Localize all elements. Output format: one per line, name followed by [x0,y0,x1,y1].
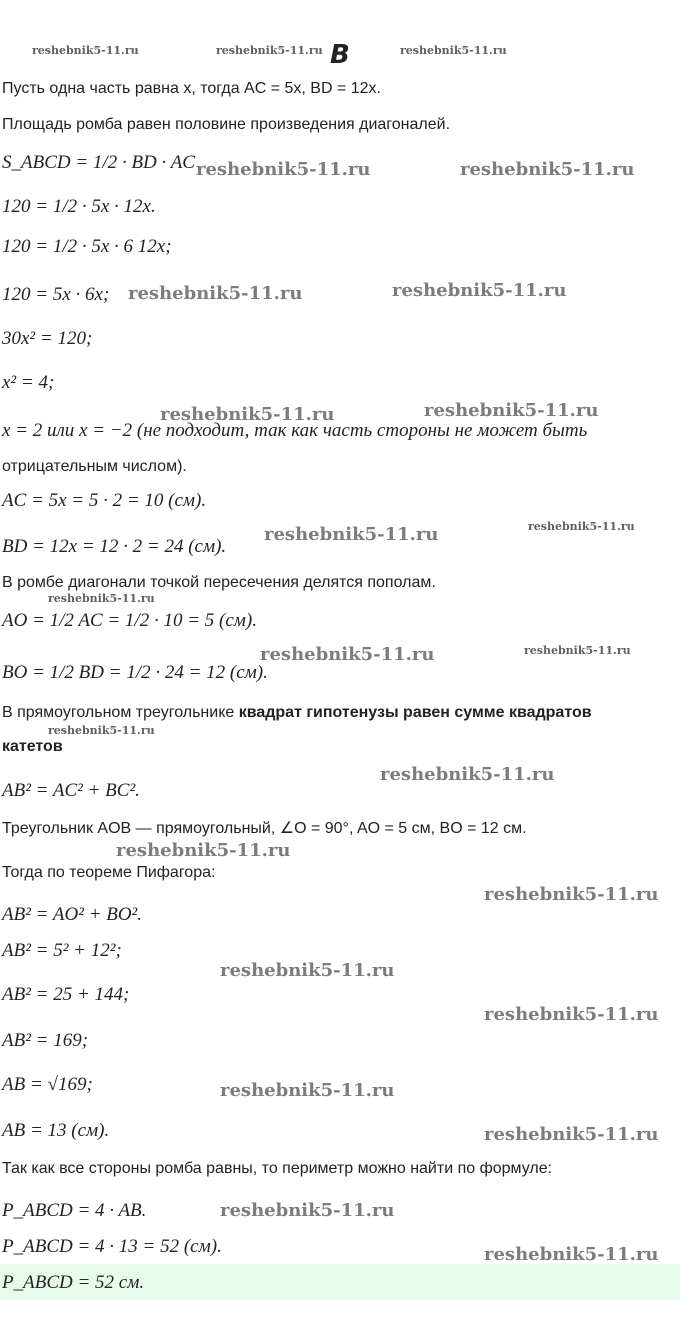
text-line: Площадь ромба равен половине произведения диагоналей. [2,116,451,133]
watermark: reshebnik5-11.ru [48,724,155,737]
watermark: reshebnik5-11.ru [260,644,435,665]
formula-line: x² = 4; [2,372,55,393]
formula-line: 120 = 1/2 · 5x · 6 12x; [2,236,172,257]
watermark: reshebnik5-11.ru [196,159,371,180]
watermark: reshebnik5-11.ru [32,44,139,57]
text-line: Треугольник AOB — прямоугольный, ∠O = 90°, AO = 5 см, BO = 12 см. [2,820,527,837]
formula-line: AC = 5x = 5 · 2 = 10 (см). [2,490,207,511]
watermark: reshebnik5-11.ru [160,404,335,425]
watermark: reshebnik5-11.ru [128,283,303,304]
formula-line: S_ABCD = 1/2 · BD · AC [2,152,195,173]
formula-line: P_ABCD = 4 · 13 = 52 (см). [2,1236,222,1257]
section-letter: B [330,40,350,70]
formula-line: AB² = 5² + 12²; [2,940,122,961]
watermark: reshebnik5-11.ru [484,884,659,905]
formula-line: AB² = 25 + 144; [2,984,130,1005]
watermark: reshebnik5-11.ru [264,524,439,545]
formula-line: AB = √169; [2,1074,93,1095]
watermark: reshebnik5-11.ru [524,644,631,657]
text-line [2,702,592,724]
watermark: reshebnik5-11.ru [484,1004,659,1025]
watermark: reshebnik5-11.ru [380,764,555,785]
formula-line: AO = 1/2 AC = 1/2 · 10 = 5 (см). [2,610,257,631]
formula-line: BO = 1/2 BD = 1/2 · 24 = 12 (см). [2,662,268,683]
formula-line: BD = 12x = 12 · 2 = 24 (см). [2,536,227,557]
formula-line: AB² = 169; [2,1030,89,1051]
watermark: reshebnik5-11.ru [528,520,635,533]
text-line: Так как все стороны ромба равны, то периметр можно найти по формуле: [2,1160,553,1177]
formula-line: 120 = 5x · 6x; [2,284,110,305]
watermark: reshebnik5-11.ru [48,592,155,605]
watermark: reshebnik5-11.ru [220,960,395,981]
formula-line: AB² = AC² + BC². [2,780,140,801]
watermark: reshebnik5-11.ru [484,1244,659,1265]
watermark: reshebnik5-11.ru [216,44,323,57]
text-regular: В прямоугольном треугольнике [2,704,239,721]
text-line: Тогда по теореме Пифагора: [2,864,216,881]
watermark: reshebnik5-11.ru [400,44,507,57]
text-line: отрицательным числом). [2,458,187,475]
text-line: Пусть одна часть равна x, тогда AC = 5x, BD = 12x. [2,80,381,97]
formula-line: 30x² = 120; [2,328,93,349]
text-line: катетов [2,738,63,755]
formula-line: x = 2 или x = −2 (не подходит, так как часть стороны не может быть [2,420,588,441]
watermark: reshebnik5-11.ru [460,159,635,180]
answer-line: P_ABCD = 52 см. [2,1272,145,1293]
formula-line: AB = 13 (см). [2,1120,110,1141]
watermark: reshebnik5-11.ru [220,1200,395,1221]
watermark: reshebnik5-11.ru [424,400,599,421]
watermark: reshebnik5-11.ru [220,1080,395,1101]
watermark: reshebnik5-11.ru [116,840,291,861]
formula-line: 120 = 1/2 · 5x · 12x. [2,196,156,217]
watermark: reshebnik5-11.ru [484,1124,659,1145]
watermark: reshebnik5-11.ru [392,280,567,301]
text-line: В ромбе диагонали точкой пересечения делятся пополам. [2,574,436,591]
text-bold: квадрат гипотенузы равен сумме квадратов [238,704,592,721]
formula-line: AB² = AO² + BO². [2,904,143,925]
formula-line: P_ABCD = 4 · AB. [2,1200,147,1221]
